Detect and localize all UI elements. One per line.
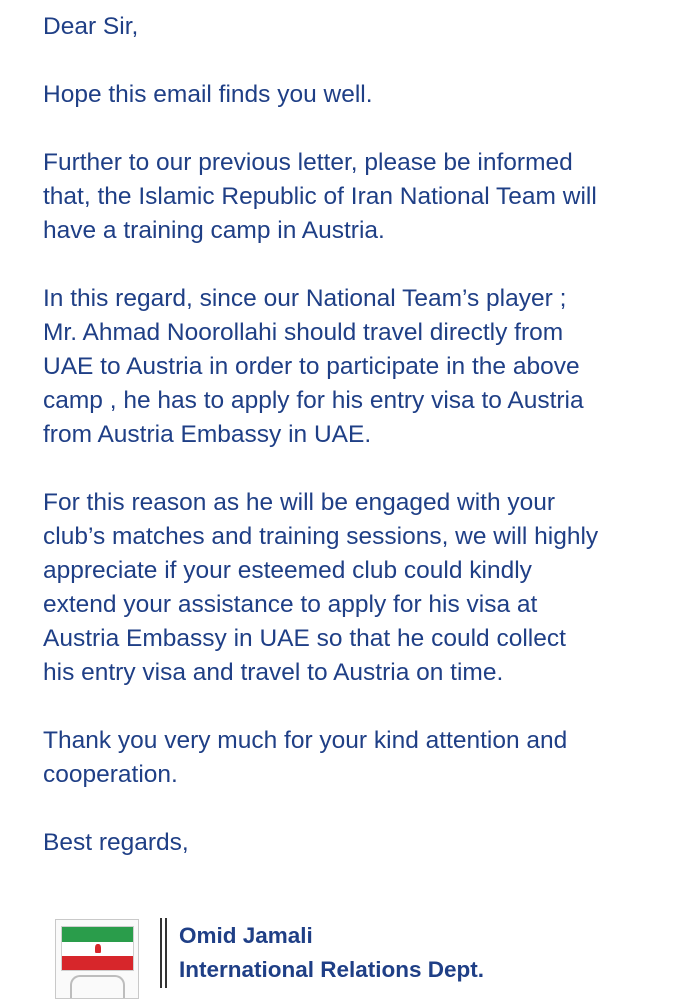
paragraph-line: that, the Islamic Republic of Iran National Team will <box>43 183 597 210</box>
federation-logo <box>55 919 139 999</box>
paragraph-assistance <box>43 486 673 690</box>
paragraph-line: club’s matches and training sessions, we will highly <box>43 523 599 550</box>
paragraph-line: Further to our previous letter, please be informed <box>43 149 573 176</box>
signature-name: Omid Jamali <box>179 923 313 948</box>
logo-shield-icon <box>70 975 125 999</box>
paragraph-visa-request <box>43 282 673 452</box>
paragraph-line: have a training camp in Austria. <box>43 217 385 244</box>
signature-block <box>55 916 675 985</box>
closing <box>43 826 673 860</box>
email-body <box>43 10 673 894</box>
paragraph-line: cooperation. <box>43 761 178 788</box>
paragraph-thanks <box>43 724 673 792</box>
paragraph-line: In this regard, since our National Team’s player ; <box>43 285 567 312</box>
iran-flag-icon <box>61 926 134 971</box>
greeting <box>43 10 673 44</box>
opening-text: Hope this email finds you well. <box>43 81 373 108</box>
flag-red-band <box>62 956 133 970</box>
paragraph-line: appreciate if your esteemed club could kindly <box>43 557 532 584</box>
paragraph-line: Mr. Ahmad Noorollahi should travel directly from <box>43 319 564 346</box>
paragraph-line: extend your assistance to apply for his visa at <box>43 591 538 618</box>
opening-line <box>43 78 673 112</box>
flag-white-band <box>62 942 133 956</box>
signature-department: International Relations Dept. <box>179 957 485 982</box>
paragraph-line: UAE to Austria in order to participate in the above <box>43 353 580 380</box>
signature-divider <box>160 918 162 988</box>
paragraph-line: Austria Embassy in UAE so that he could collect <box>43 625 566 652</box>
paragraph-training-camp <box>43 146 673 248</box>
flag-green-band <box>62 927 133 942</box>
flag-emblem-icon <box>95 944 101 953</box>
paragraph-line: from Austria Embassy in UAE. <box>43 421 372 448</box>
paragraph-line: camp , he has to apply for his entry visa to Austria <box>43 387 584 414</box>
closing-line: Best regards, <box>43 829 189 856</box>
signature-divider <box>165 918 167 988</box>
paragraph-line: Thank you very much for your kind attention and <box>43 727 568 754</box>
paragraph-line: For this reason as he will be engaged with your <box>43 489 556 516</box>
greeting-line: Dear Sir, <box>43 13 139 40</box>
paragraph-line: his entry visa and travel to Austria on time. <box>43 659 504 686</box>
